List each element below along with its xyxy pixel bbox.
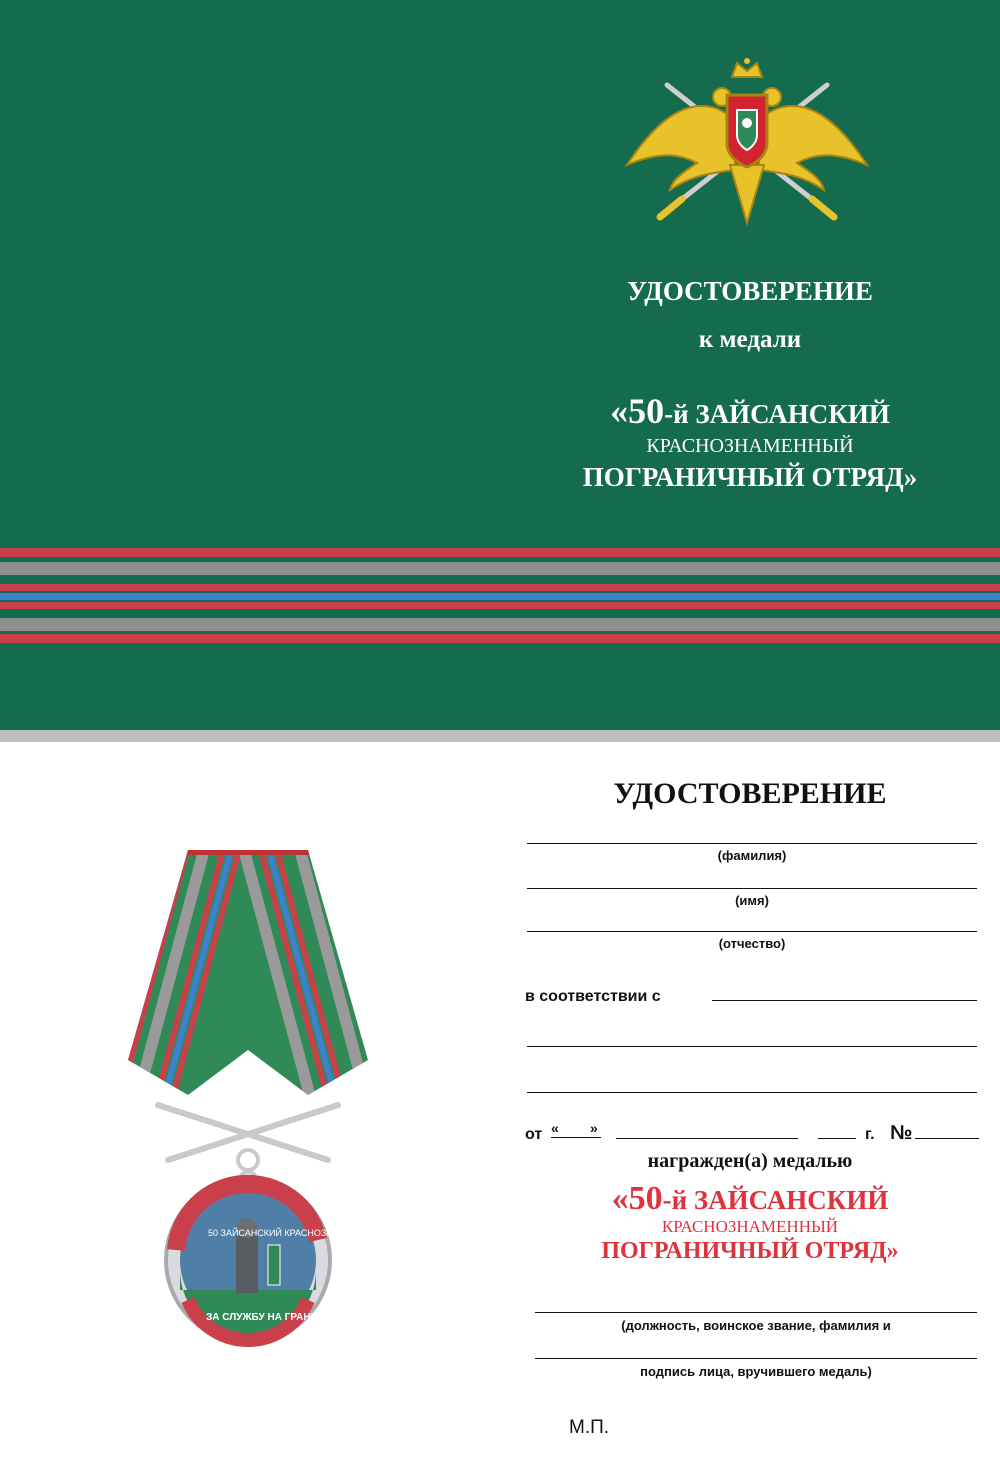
signer-caption-1: (должность, воинское звание, фамилия и <box>621 1318 891 1333</box>
stripe-blue <box>0 593 1000 600</box>
according-to-label: в соответствии с <box>525 988 661 1005</box>
patronymic-line[interactable] <box>527 931 977 932</box>
cover-medal-name-line2: КРАСНОЗНАМЕННЫЙ <box>646 435 854 457</box>
from-label: от <box>525 1126 543 1143</box>
medal-ring-text-bottom: ЗА СЛУЖБУ НА ГРАНИЦЕ <box>206 1312 332 1323</box>
date-open-quote: « <box>551 1120 559 1136</box>
cover-medal-number: «50 <box>610 391 665 431</box>
according-to-line-3[interactable] <box>527 1092 977 1093</box>
certificate-medal-name-line2: КРАСНОЗНАМЕННЫЙ <box>661 1217 839 1236</box>
number-line[interactable] <box>915 1138 979 1139</box>
month-line[interactable] <box>616 1138 798 1139</box>
certificate-medal-name-rest: -й ЗАЙСАНСКИЙ <box>662 1185 889 1215</box>
signer-line-2[interactable] <box>535 1358 977 1359</box>
date-close-quote: » <box>590 1120 598 1136</box>
according-to-line[interactable] <box>712 1000 977 1001</box>
stripe-red <box>0 548 1000 557</box>
medal-illustration <box>118 850 486 1370</box>
name-line[interactable] <box>527 888 977 889</box>
medal-ring-text-top: 50 ЗАЙСАНСКИЙ КРАСНОЗНАМЕННЫЙ ПОГРАНИЧНЫЙ ОТРЯД <box>208 1228 486 1238</box>
certificate-medal-name-line3: ПОГРАНИЧНЫЙ ОТРЯД» <box>601 1238 899 1264</box>
according-to-line-2[interactable] <box>527 1046 977 1047</box>
number-label: № <box>890 1122 913 1144</box>
stamp-place-label: М.П. <box>569 1417 610 1438</box>
surname-caption: (фамилия) <box>717 848 787 863</box>
double-headed-eagle-emblem-icon <box>612 55 882 230</box>
certificate-medal-number: «50 <box>611 1180 663 1217</box>
cover-medal-name-rest: -й ЗАЙСАНСКИЙ <box>664 399 890 429</box>
certificate-title: УДОСТОВЕРЕНИЕ <box>613 777 887 810</box>
awarded-label: награжден(а) медалью <box>647 1150 853 1172</box>
stripe-red <box>0 602 1000 609</box>
signer-caption-2: подпись лица, вручившего медаль) <box>640 1364 872 1379</box>
ribbon-stripes <box>0 548 1000 643</box>
surname-line[interactable] <box>527 843 977 844</box>
cover-medal-name-line3: ПОГРАНИЧНЫЙ ОТРЯД» <box>582 462 918 492</box>
stripe-gray <box>0 618 1000 631</box>
stripe-red <box>0 634 1000 643</box>
cover-title: УДОСТОВЕРЕНИЕ <box>627 276 873 306</box>
patronymic-caption: (отчество) <box>718 936 786 951</box>
stripe-red <box>0 584 1000 591</box>
certificate-medal-name-line1 <box>560 1180 940 1218</box>
certificate-cover <box>0 0 1000 730</box>
cover-subtitle: к медали <box>698 326 802 353</box>
signer-line[interactable] <box>535 1312 977 1313</box>
fold-band <box>0 730 1000 742</box>
stripe-gray <box>0 562 1000 575</box>
name-caption: (имя) <box>735 893 769 908</box>
year-line[interactable] <box>818 1138 856 1139</box>
day-line[interactable] <box>551 1137 601 1138</box>
year-label: г. <box>865 1126 875 1143</box>
cover-medal-name-line1 <box>560 390 940 432</box>
